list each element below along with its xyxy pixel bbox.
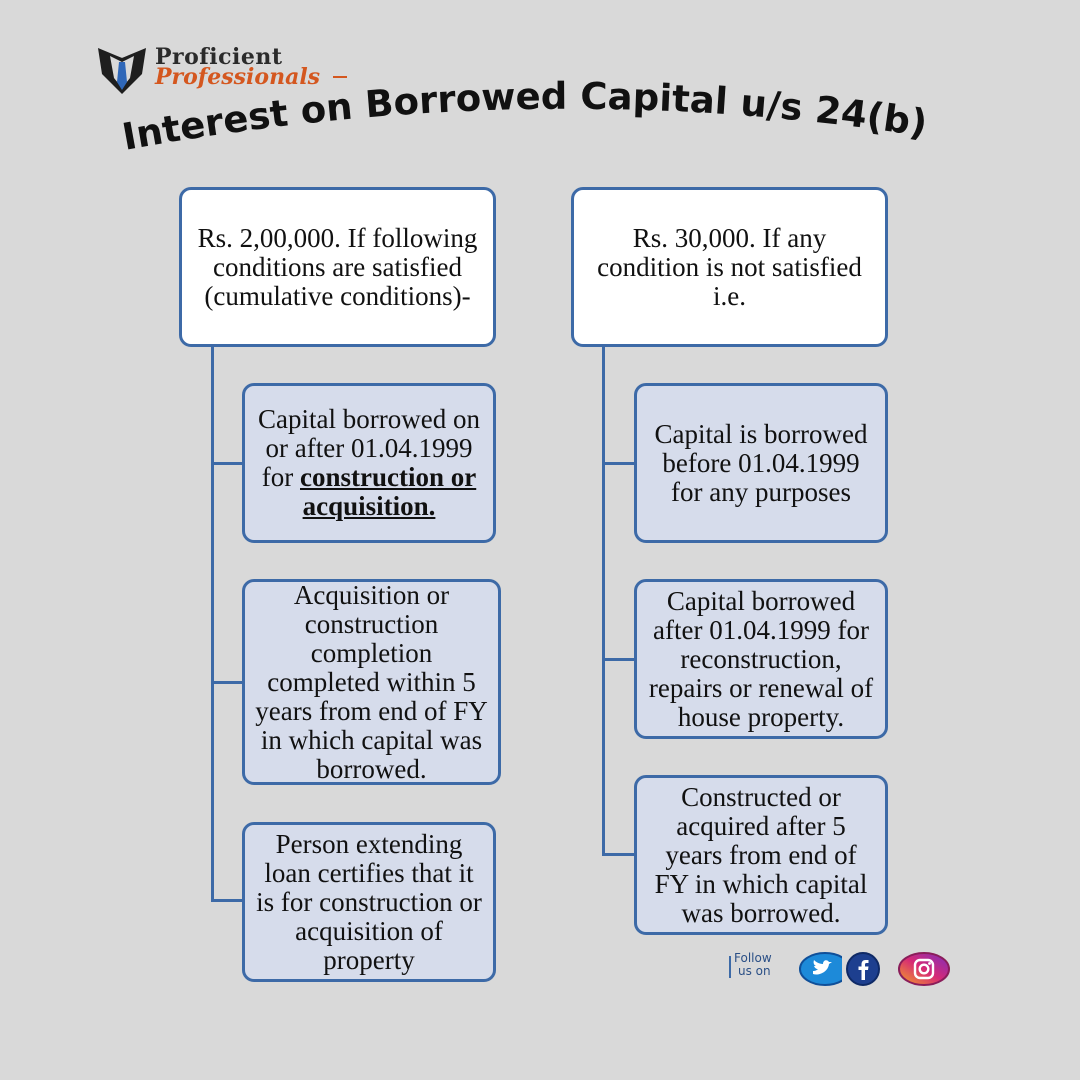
- follow-line-2: us on: [738, 964, 771, 978]
- svg-text:Interest on Borrowed Capital u: [119, 75, 930, 159]
- left-condition-1-text: [253, 405, 485, 521]
- right-connector-vertical: [602, 345, 605, 856]
- left-head-text: Rs. 2,00,000. If following conditions are satisfied (cumulative conditions)-: [197, 222, 478, 311]
- right-condition-2-text: Capital borrowed after 01.04.1999 for reconstruction, repairs or renewal of house property.: [648, 585, 874, 732]
- left-connector-branch-3: [211, 899, 243, 902]
- right-condition-3: [634, 775, 888, 935]
- left-condition-2-text: Acquisition or construction completion completed within 5 years from end of FY in which capital was borrowed.: [255, 579, 488, 784]
- right-connector-branch-2: [602, 658, 634, 661]
- left-condition-1-plain: Capital borrowed on or after 01.04.1999 for: [258, 404, 480, 492]
- right-condition-3-text: Constructed or acquired after 5 years from end of FY in which capital was borrowed.: [654, 781, 868, 928]
- follow-divider: [729, 956, 731, 978]
- page-title: [0, 0, 1080, 170]
- left-condition-2: [242, 579, 501, 785]
- right-head-text: Rs. 30,000. If any condition is not satisfied i.e.: [597, 222, 862, 311]
- right-condition-1: [634, 383, 888, 543]
- brand-name-line2: Professionals: [155, 64, 321, 90]
- left-connector-branch-1: [211, 462, 243, 465]
- right-head-box: [571, 187, 888, 347]
- left-condition-3: [242, 822, 496, 982]
- right-condition-1-text: Capital is borrowed before 01.04.1999 for any purposes: [654, 418, 868, 507]
- left-condition-3-text: Person extending loan certifies that it is for construction or acquisition of property: [256, 828, 482, 975]
- left-head-box: [179, 187, 496, 347]
- right-condition-2: [634, 579, 888, 739]
- twitter-icon[interactable]: [790, 952, 842, 986]
- facebook-icon[interactable]: [846, 952, 880, 986]
- page-title-text: Interest on Borrowed Capital u/s 24(b): [118, 74, 931, 159]
- left-condition-1: [242, 383, 496, 543]
- left-condition-1-bold: construction or acquisition.: [300, 462, 477, 521]
- left-connector-branch-2: [211, 681, 243, 684]
- brand-name-line1: Proficient: [155, 44, 283, 70]
- left-connector-vertical: [211, 345, 214, 902]
- follow-line-1: Follow: [734, 951, 772, 965]
- instagram-icon[interactable]: [898, 952, 950, 986]
- follow-us-label: [734, 952, 772, 978]
- right-connector-branch-3: [602, 853, 634, 856]
- right-connector-branch-1: [602, 462, 634, 465]
